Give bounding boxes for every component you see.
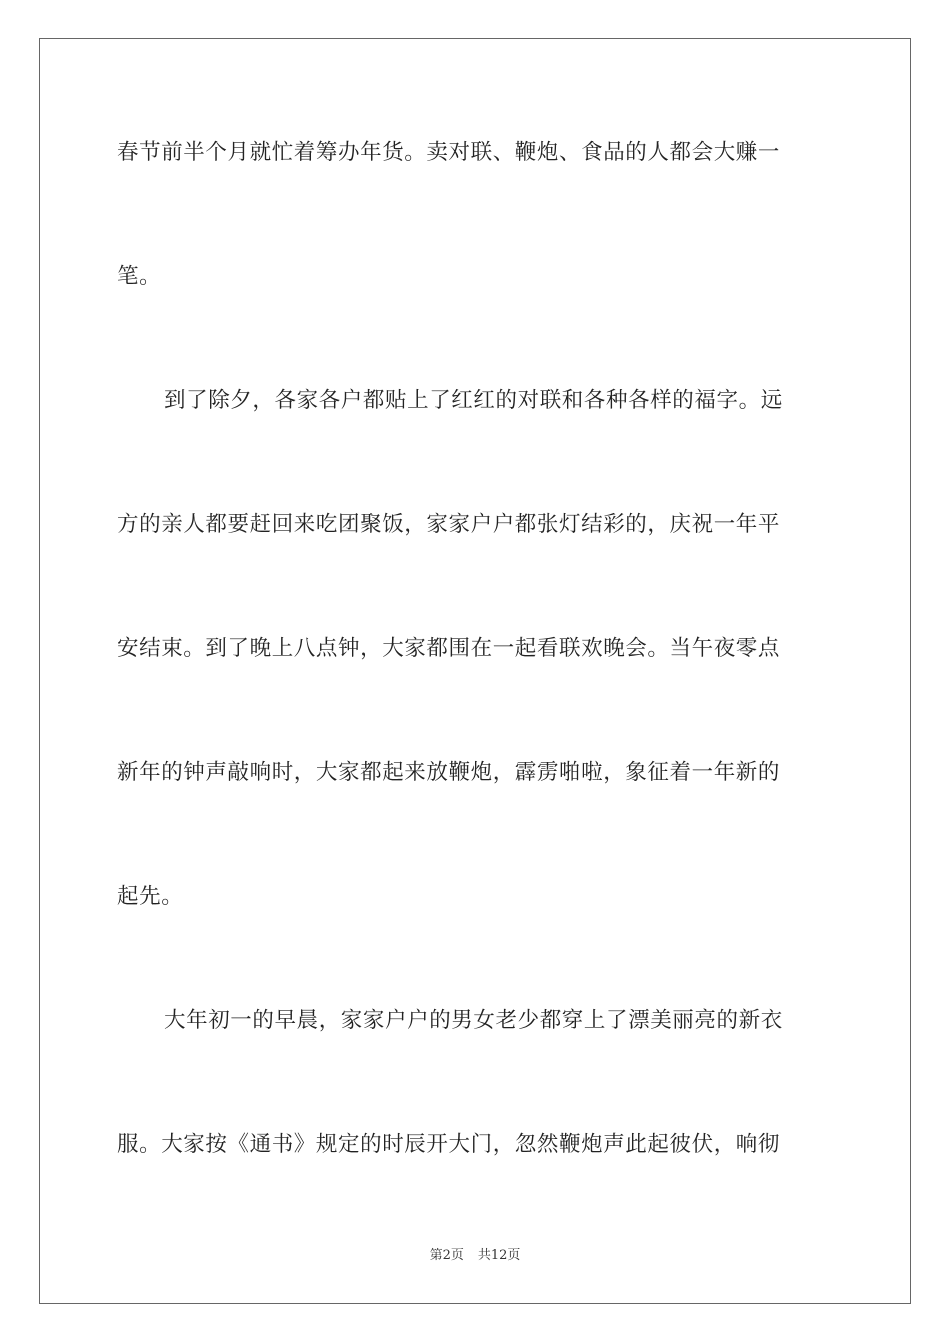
text-line-8: 大年初一的早晨，家家户户的男女老少都穿上了漂美丽亮的新衣 — [164, 1008, 783, 1033]
text-line-9: 服。大家按《通书》规定的时辰开大门，忽然鞭炮声此起彼伏，响彻 — [117, 1132, 781, 1157]
text-line-7: 起先。 — [117, 884, 184, 909]
text-line-1: 春节前半个月就忙着筹办年货。卖对联、鞭炮、食品的人都会大赚一 — [117, 140, 781, 165]
text-line-5: 安结束。到了晚上八点钟，大家都围在一起看联欢晚会。当午夜零点 — [117, 636, 781, 661]
page-number: 第2页 — [429, 1248, 464, 1263]
text-line-2: 笔。 — [117, 264, 162, 289]
text-line-4: 方的亲人都要赶回来吃团聚饭，家家户户都张灯结彩的，庆祝一年平 — [117, 512, 781, 537]
page-border — [39, 38, 911, 1304]
page-footer — [0, 1247, 950, 1265]
text-line-3: 到了除夕，各家各户都贴上了红红的对联和各种各样的福字。远 — [164, 388, 783, 413]
page-total: 共12页 — [477, 1248, 521, 1263]
text-line-6: 新年的钟声敲响时，大家都起来放鞭炮，霹雳啪啦，象征着一年新的 — [117, 760, 781, 785]
